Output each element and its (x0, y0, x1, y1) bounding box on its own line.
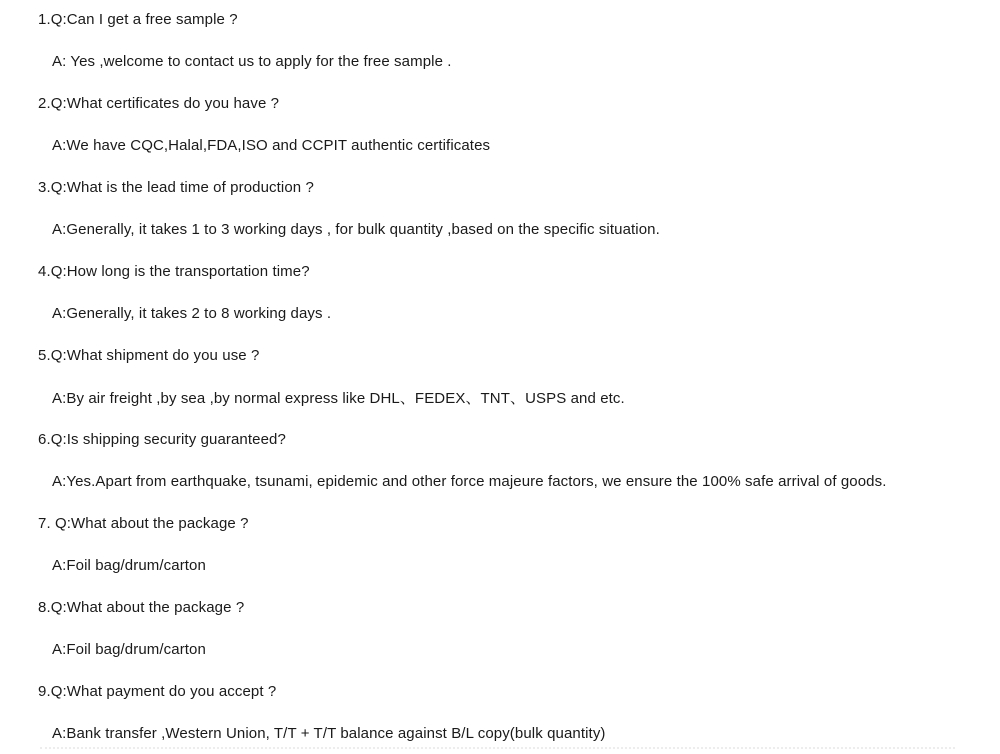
faq-answer: A:Yes.Apart from earthquake, tsunami, epidemic and other force majeure factors, we ensure the 100% safe arrival of goods. (52, 472, 887, 490)
faq-answer: A:We have CQC,Halal,FDA,ISO and CCPIT authentic certificates (52, 136, 491, 154)
faq-question: 2.Q:What certificates do you have ? (38, 94, 280, 112)
faq-answer: A:Foil bag/drum/carton (52, 556, 206, 574)
faq-answer: A:Generally, it takes 2 to 8 working days . (52, 304, 332, 322)
faq-answer: A:By air freight ,by sea ,by normal express like DHL、FEDEX、TNT、USPS and etc. (52, 389, 625, 407)
faq-answer: A:Generally, it takes 1 to 3 working days , for bulk quantity ,based on the specific situation. (52, 220, 660, 238)
faq-question: 3.Q:What is the lead time of production ? (38, 178, 314, 196)
faq-answer: A:Bank transfer ,Western Union, T/T + T/T balance against B/L copy(bulk quantity) (52, 724, 606, 742)
faq-question: 8.Q:What about the package ? (38, 598, 245, 616)
faq-question: 5.Q:What shipment do you use ? (38, 346, 260, 364)
faq-question: 4.Q:How long is the transportation time? (38, 262, 310, 280)
faq-answer: A: Yes ,welcome to contact us to apply for the free sample . (52, 52, 452, 70)
faq-question: 1.Q:Can I get a free sample ? (38, 10, 238, 28)
faq-question: 9.Q:What payment do you accept ? (38, 682, 277, 700)
faq-question: 7. Q:What about the package ? (38, 514, 249, 532)
faq-answer: A:Foil bag/drum/carton (52, 640, 206, 658)
clipped-next-line-artifact (40, 747, 955, 749)
faq-question: 6.Q:Is shipping security guaranteed? (38, 430, 286, 448)
